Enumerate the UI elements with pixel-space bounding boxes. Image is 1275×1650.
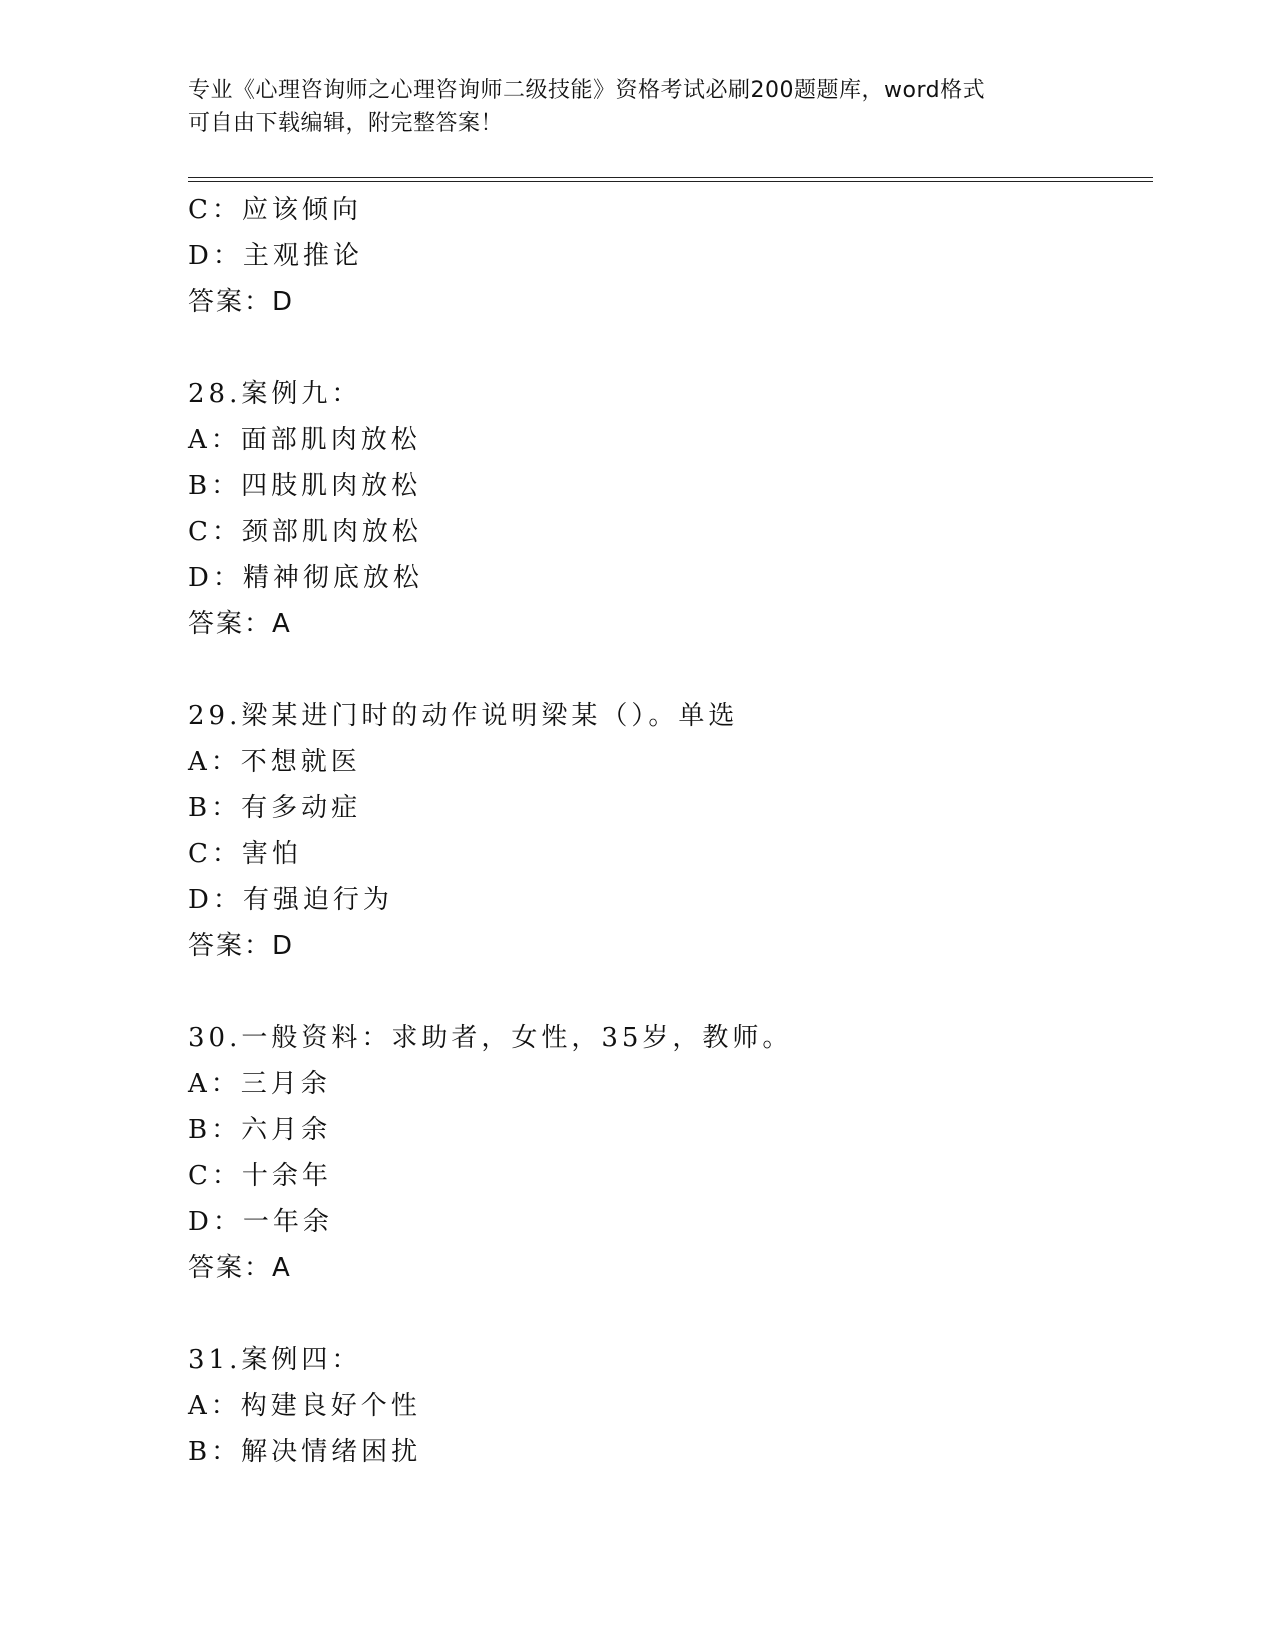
option-d: D：主观推论: [188, 241, 363, 271]
answer-line: 答案：D: [188, 931, 295, 961]
option-c: C：应该倾向: [188, 195, 362, 225]
answer-line: 答案：D: [188, 287, 295, 317]
option-a: A：不想就医: [188, 747, 361, 777]
option-b: B：有多动症: [188, 793, 362, 823]
header-title-line-2: 可自由下载编辑，附完整答案！: [188, 111, 504, 136]
question-list: [188, 187, 1153, 1475]
option-a: A：三月余: [188, 1069, 331, 1099]
option-d: D：一年余: [188, 1207, 333, 1237]
option-b: B：解决情绪困扰: [188, 1437, 422, 1467]
option-d: D：精神彻底放松: [188, 563, 423, 593]
header-divider-top: [188, 177, 1153, 178]
question-text: 31.案例四：: [188, 1345, 362, 1375]
question-text: 28.案例九：: [188, 379, 362, 409]
header-title-line-1: 专业《心理咨询师之心理咨询师二级技能》资格考试必刷200题题库，word格式: [188, 78, 986, 103]
question-29: [188, 693, 1153, 969]
option-a: A：构建良好个性: [188, 1391, 421, 1421]
option-b: B：四肢肌肉放松: [188, 471, 422, 501]
option-c: C：害怕: [188, 839, 302, 869]
spacer: [188, 1291, 1153, 1337]
option-c: C：十余年: [188, 1161, 332, 1191]
option-b: B：六月余: [188, 1115, 332, 1145]
answer-line: 答案：A: [188, 609, 292, 639]
question-30: [188, 1015, 1153, 1291]
answer-line: 答案：A: [188, 1253, 292, 1283]
question-text: 29.梁某进门时的动作说明梁某（）。单选: [188, 701, 739, 731]
spacer: [188, 325, 1153, 371]
option-c: C：颈部肌肉放松: [188, 517, 422, 547]
question-27-tail: [188, 187, 1153, 325]
spacer: [188, 969, 1153, 1015]
spacer: [188, 647, 1153, 693]
question-31: [188, 1337, 1153, 1475]
question-28: [188, 371, 1153, 647]
document-header: [188, 74, 1088, 140]
option-a: A：面部肌肉放松: [188, 425, 421, 455]
header-divider-bottom: [188, 181, 1153, 182]
question-text: 30.一般资料：求助者，女性，35岁，教师。: [188, 1023, 793, 1053]
option-d: D：有强迫行为: [188, 885, 393, 915]
